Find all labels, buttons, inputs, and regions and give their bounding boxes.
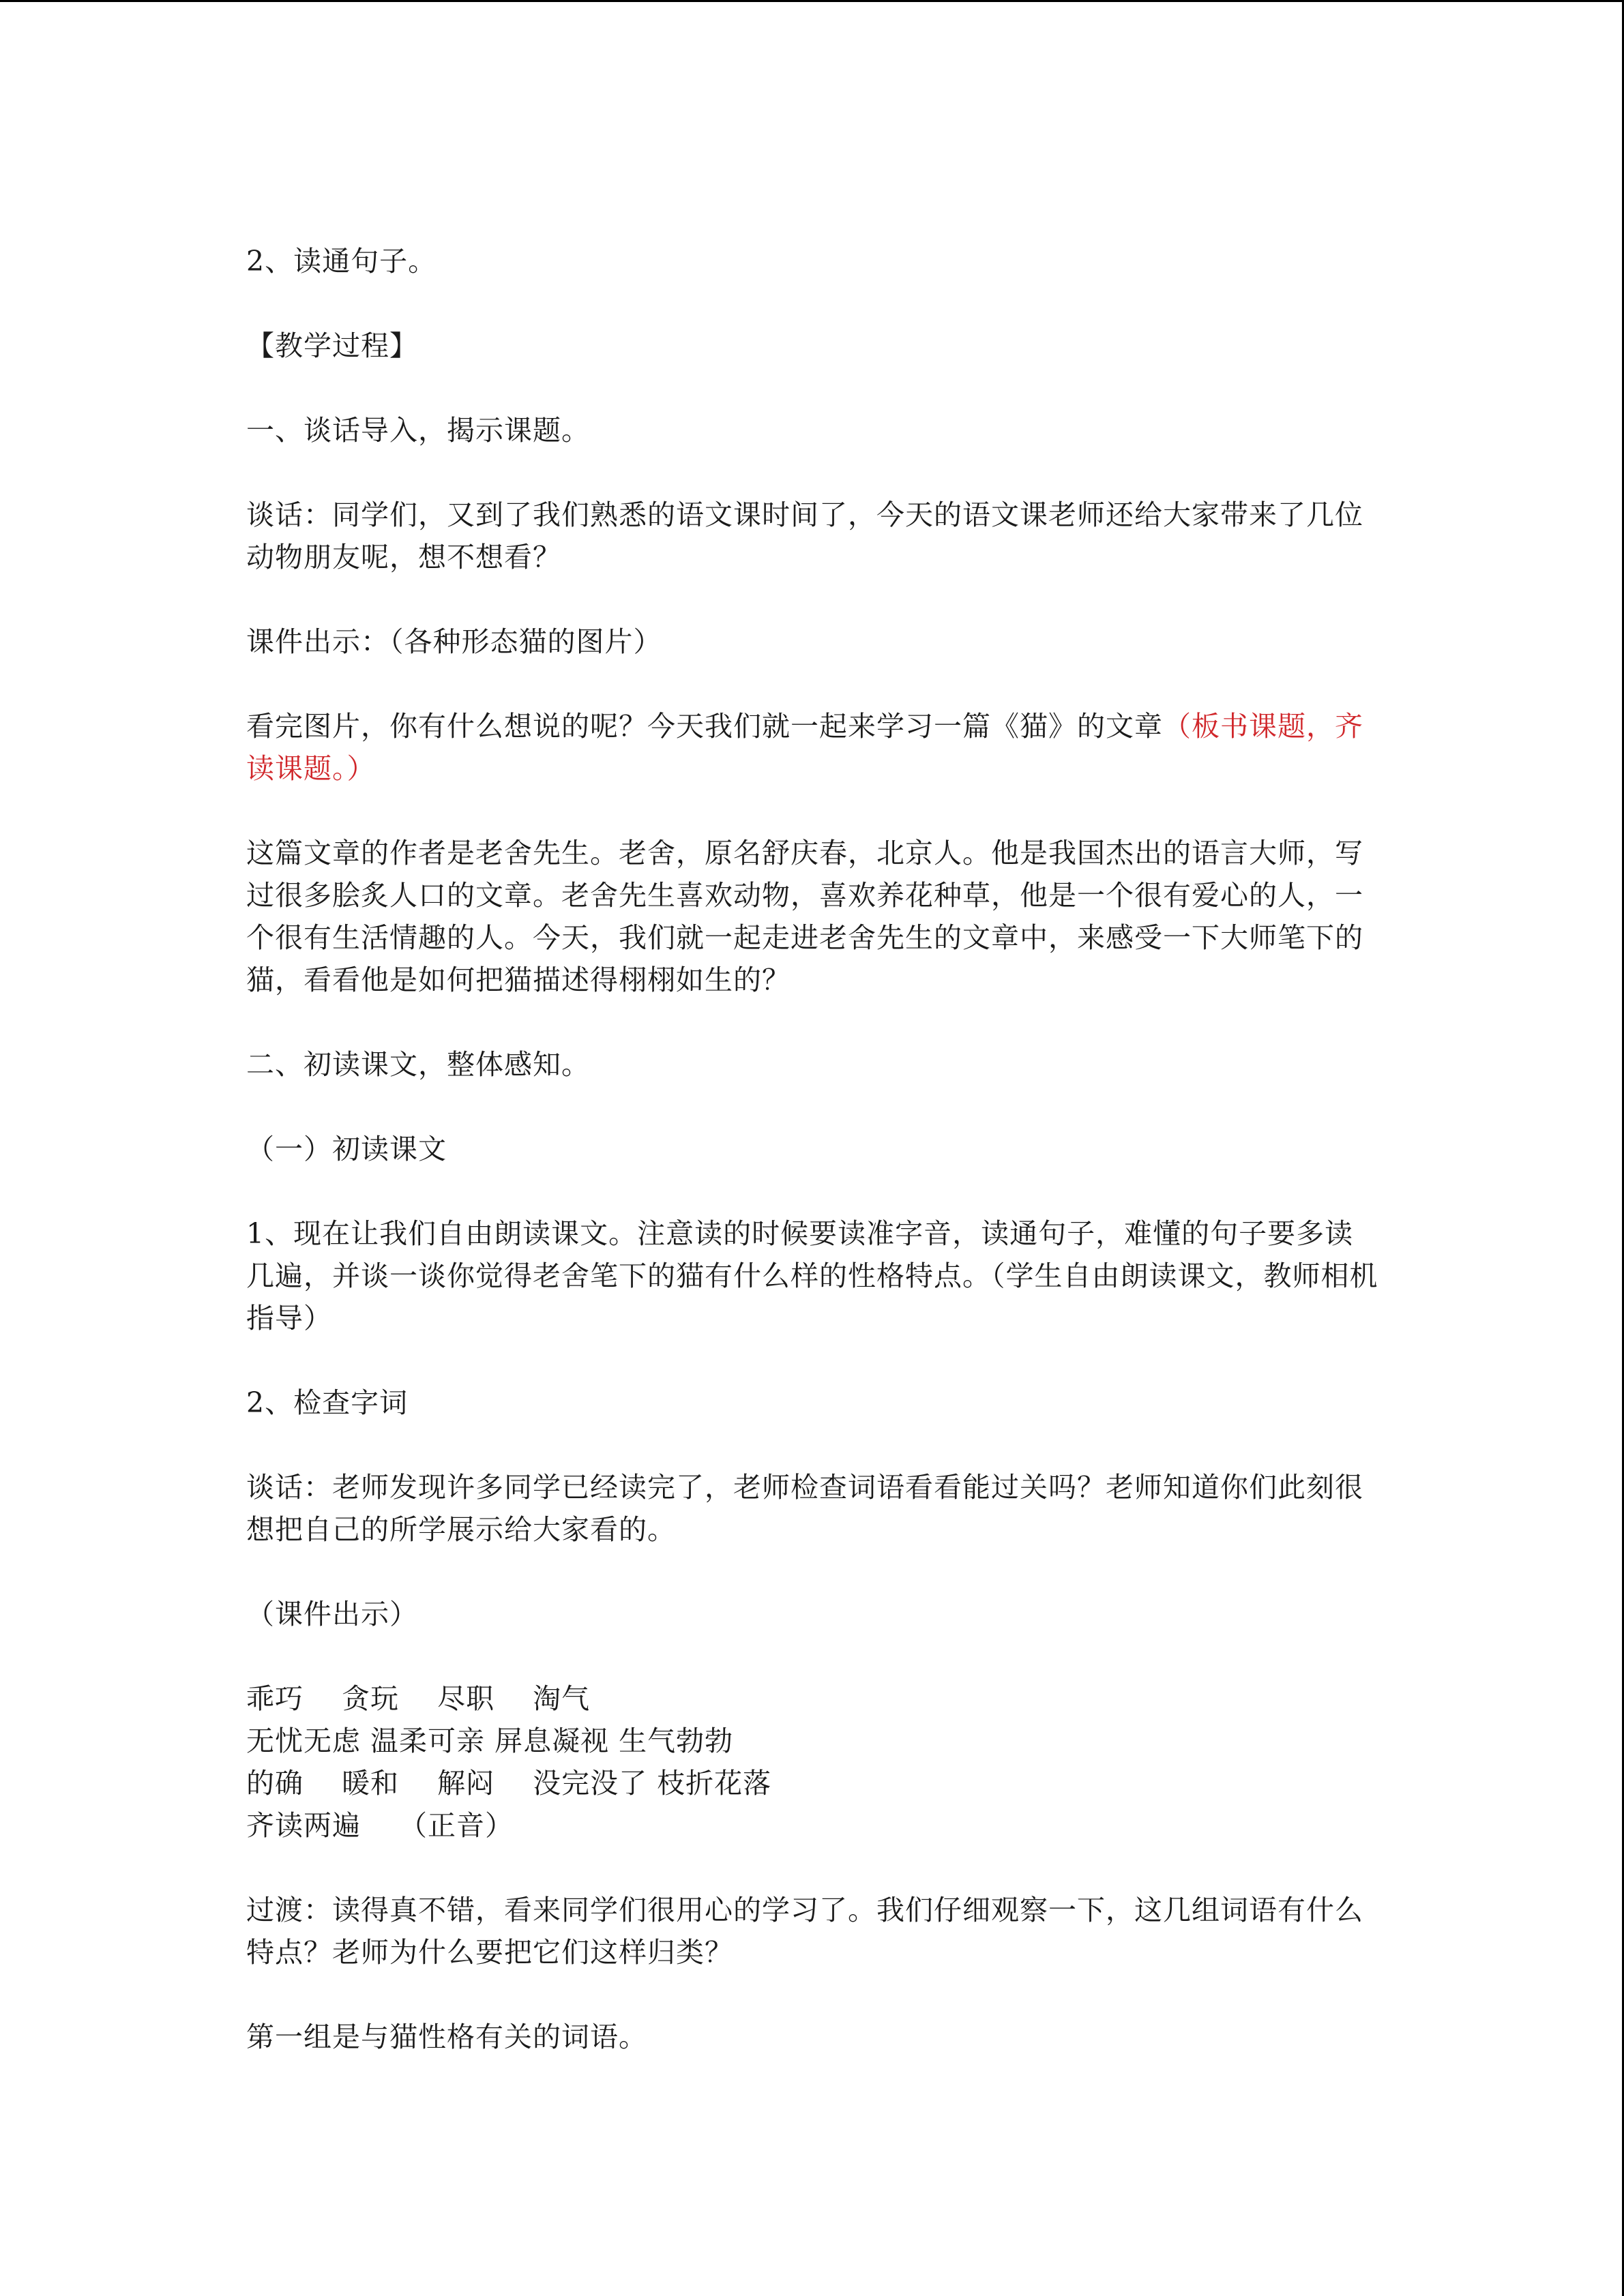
word-list [246, 1678, 1378, 1847]
paragraph-reading-goal: 2、读通句子。 [246, 245, 437, 278]
paragraph-courseware-show: 课件出示：（各种形态猫的图片） [246, 625, 662, 658]
document-page [246, 240, 1378, 2100]
paragraph-talk-intro: 谈话：同学们，又到了我们熟悉的语文课时间了，今天的语文课老师还给大家带来了几位动物朋友呢，想不想看？ [246, 498, 1363, 573]
subheading-first-reading: （一）初读课文 [246, 1133, 447, 1165]
paragraph-after-pictures-text: 看完图片，你有什么想说的呢？今天我们就一起来学习一篇《猫》的文章 [246, 710, 1163, 743]
section-heading-first-reading: 二、初读课文，整体感知。 [246, 1048, 590, 1081]
paragraph-first-group: 第一组是与猫性格有关的词语。 [246, 2021, 647, 2053]
paragraph-talk-check: 谈话：老师发现许多同学已经读完了，老师检查词语看看能过关吗？老师知道你们此刻很想把自己的所学展示给大家看的。 [246, 1471, 1363, 1546]
section-heading-intro: 一、谈话导入，揭示课题。 [246, 414, 590, 447]
word-list-line: 无忧无虑 温柔可亲 屏息凝视 生气勃勃 [246, 1725, 734, 1757]
word-list-line: 乖巧 贪玩 尽职 淘气 [246, 1682, 591, 1715]
paragraph-author-intro: 这篇文章的作者是老舍先生。老舍，原名舒庆春，北京人。他是我国杰出的语言大师，写过很多脍炙人口的文章。老舍先生喜欢动物，喜欢养花种草，他是一个很有爱心的人，一个很有生活情趣的人。今天，我们就一起走进老舍先生的文章中，来感受一下大师笔下的猫，看看他是如何把猫描述得栩栩如生的？ [246, 837, 1363, 996]
paragraph-after-pictures [246, 705, 1378, 790]
word-list-line: 的确 暖和 解闷 没完没了 枝折花落 [246, 1767, 772, 1800]
paragraph-free-reading: 1、现在让我们自由朗读课文。注意读的时候要读准字音，读通句子，难懂的句子要多读几遍，并谈一谈你觉得老舍笔下的猫有什么样的性格特点。（学生自由朗读课文，教师相机指导） [246, 1217, 1378, 1335]
paragraph-courseware: （课件出示） [246, 1598, 418, 1630]
section-heading-teaching-process: 【教学过程】 [246, 329, 418, 362]
board-title-note: （板书课题，齐读课题。） [246, 710, 1363, 785]
paragraph-check-words: 2、检查字词 [246, 1386, 409, 1419]
paragraph-transition: 过渡：读得真不错，看来同学们很用心的学习了。我们仔细观察一下，这几组词语有什么特点？老师为什么要把它们这样归类？ [246, 1894, 1363, 1969]
page-top-border [0, 0, 1624, 2]
word-list-line: 齐读两遍 （正音） [246, 1809, 514, 1842]
